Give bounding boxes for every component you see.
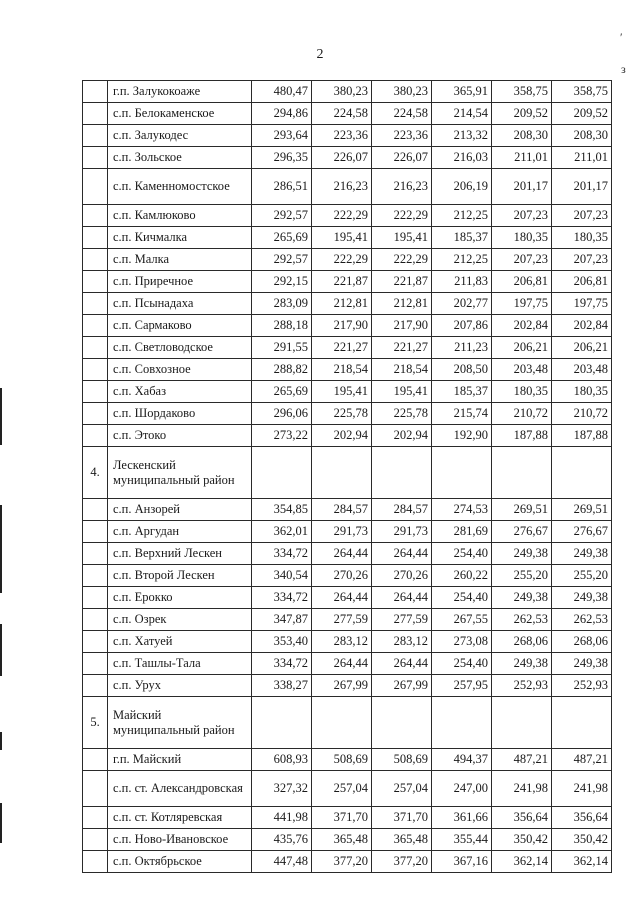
row-number-cell: 4. xyxy=(83,447,108,499)
value-cell: 223,36 xyxy=(312,125,372,147)
settlement-name-cell: с.п. Ташлы-Тала xyxy=(108,653,252,675)
value-cell: 361,66 xyxy=(432,807,492,829)
scan-edge-line xyxy=(0,732,2,750)
value-cell: 252,93 xyxy=(552,675,612,697)
value-cell: 224,58 xyxy=(372,103,432,125)
value-cell: 296,35 xyxy=(252,147,312,169)
settlement-name-cell: с.п. Аргудан xyxy=(108,521,252,543)
row-number-cell xyxy=(83,653,108,675)
row-number-cell xyxy=(83,565,108,587)
value-cell: 195,41 xyxy=(372,227,432,249)
value-cell: 209,52 xyxy=(492,103,552,125)
value-cell xyxy=(552,447,612,499)
settlement-name-cell: с.п. Залукодес xyxy=(108,125,252,147)
value-cell: 202,84 xyxy=(492,315,552,337)
row-number-cell xyxy=(83,381,108,403)
row-number-cell xyxy=(83,499,108,521)
value-cell: 269,51 xyxy=(492,499,552,521)
value-cell: 225,78 xyxy=(372,403,432,425)
table-row xyxy=(83,205,612,227)
value-cell: 508,69 xyxy=(312,749,372,771)
value-cell: 195,41 xyxy=(372,381,432,403)
value-cell: 296,06 xyxy=(252,403,312,425)
value-cell: 270,26 xyxy=(372,565,432,587)
value-cell: 508,69 xyxy=(372,749,432,771)
value-cell: 195,41 xyxy=(312,227,372,249)
table-row xyxy=(83,403,612,425)
scan-edge-line xyxy=(0,388,2,445)
row-number-cell xyxy=(83,521,108,543)
settlement-name-cell: с.п. Сармаково xyxy=(108,315,252,337)
row-number-cell xyxy=(83,403,108,425)
row-number-cell xyxy=(83,81,108,103)
value-cell: 291,73 xyxy=(372,521,432,543)
value-cell: 292,57 xyxy=(252,205,312,227)
value-cell: 222,29 xyxy=(372,249,432,271)
value-cell: 291,73 xyxy=(312,521,372,543)
value-cell: 608,93 xyxy=(252,749,312,771)
value-cell: 208,30 xyxy=(492,125,552,147)
value-cell: 221,27 xyxy=(372,337,432,359)
table-body xyxy=(83,81,612,873)
value-cell: 202,94 xyxy=(312,425,372,447)
value-cell: 294,86 xyxy=(252,103,312,125)
value-cell: 288,82 xyxy=(252,359,312,381)
settlement-name-cell: с.п. Белокаменское xyxy=(108,103,252,125)
value-cell: 367,16 xyxy=(432,851,492,873)
value-cell: 252,93 xyxy=(492,675,552,697)
value-cell: 447,48 xyxy=(252,851,312,873)
value-cell: 358,75 xyxy=(492,81,552,103)
value-cell: 494,37 xyxy=(432,749,492,771)
value-cell: 377,20 xyxy=(372,851,432,873)
value-cell: 487,21 xyxy=(492,749,552,771)
value-cell: 268,06 xyxy=(552,631,612,653)
value-cell: 380,23 xyxy=(312,81,372,103)
value-cell: 283,12 xyxy=(372,631,432,653)
row-number-cell xyxy=(83,271,108,293)
table-row xyxy=(83,359,612,381)
row-number-cell xyxy=(83,125,108,147)
value-cell: 214,54 xyxy=(432,103,492,125)
table-row xyxy=(83,381,612,403)
table-row xyxy=(83,675,612,697)
value-cell: 217,90 xyxy=(312,315,372,337)
value-cell: 202,77 xyxy=(432,293,492,315)
settlement-name-cell: с.п. Камлюково xyxy=(108,205,252,227)
value-cell: 249,38 xyxy=(552,587,612,609)
value-cell: 221,27 xyxy=(312,337,372,359)
settlement-name-cell: с.п. Верхний Лескен xyxy=(108,543,252,565)
value-cell: 211,01 xyxy=(492,147,552,169)
value-cell: 213,32 xyxy=(432,125,492,147)
value-cell: 249,38 xyxy=(552,653,612,675)
value-cell: 355,44 xyxy=(432,829,492,851)
value-cell: 276,67 xyxy=(552,521,612,543)
table-row xyxy=(83,249,612,271)
value-cell: 221,87 xyxy=(312,271,372,293)
value-cell: 292,15 xyxy=(252,271,312,293)
value-cell: 255,20 xyxy=(492,565,552,587)
row-number-cell xyxy=(83,807,108,829)
settlement-name-cell: с.п. Кичмалка xyxy=(108,227,252,249)
value-cell: 211,83 xyxy=(432,271,492,293)
value-cell: 247,00 xyxy=(432,771,492,807)
table-row xyxy=(83,147,612,169)
table-row xyxy=(83,851,612,873)
value-cell: 223,36 xyxy=(372,125,432,147)
row-number-cell xyxy=(83,359,108,381)
value-cell: 334,72 xyxy=(252,543,312,565)
value-cell: 365,48 xyxy=(312,829,372,851)
value-cell: 201,17 xyxy=(492,169,552,205)
value-cell: 362,01 xyxy=(252,521,312,543)
value-cell: 197,75 xyxy=(552,293,612,315)
settlement-name-cell: Майский муниципальный район xyxy=(108,697,252,749)
value-cell: 202,84 xyxy=(552,315,612,337)
value-cell: 265,69 xyxy=(252,227,312,249)
value-cell xyxy=(252,697,312,749)
table-row xyxy=(83,447,612,499)
table-row xyxy=(83,829,612,851)
value-cell: 257,04 xyxy=(372,771,432,807)
value-cell: 260,22 xyxy=(432,565,492,587)
table-row xyxy=(83,521,612,543)
table-row xyxy=(83,749,612,771)
settlement-name-cell: с.п. Совхозное xyxy=(108,359,252,381)
value-cell: 334,72 xyxy=(252,653,312,675)
value-cell: 435,76 xyxy=(252,829,312,851)
value-cell: 284,57 xyxy=(372,499,432,521)
value-cell: 218,54 xyxy=(312,359,372,381)
value-cell: 277,59 xyxy=(312,609,372,631)
value-cell: 283,09 xyxy=(252,293,312,315)
settlement-name-cell: г.п. Залукокоаже xyxy=(108,81,252,103)
settlement-name-cell: с.п. Озрек xyxy=(108,609,252,631)
value-cell: 371,70 xyxy=(372,807,432,829)
value-cell: 180,35 xyxy=(492,227,552,249)
value-cell: 207,23 xyxy=(492,249,552,271)
value-cell: 353,40 xyxy=(252,631,312,653)
value-cell: 249,38 xyxy=(492,587,552,609)
value-cell: 265,69 xyxy=(252,381,312,403)
row-number-cell xyxy=(83,147,108,169)
value-cell: 226,07 xyxy=(372,147,432,169)
settlement-name-cell: с.п. Светловодское xyxy=(108,337,252,359)
value-cell: 185,37 xyxy=(432,381,492,403)
value-cell: 356,64 xyxy=(492,807,552,829)
value-cell: 281,69 xyxy=(432,521,492,543)
value-cell: 254,40 xyxy=(432,653,492,675)
value-cell: 283,12 xyxy=(312,631,372,653)
row-number-cell xyxy=(83,227,108,249)
value-cell: 365,48 xyxy=(372,829,432,851)
settlement-name-cell: с.п. Анзорей xyxy=(108,499,252,521)
row-number-cell xyxy=(83,543,108,565)
value-cell: 210,72 xyxy=(552,403,612,425)
table-row xyxy=(83,227,612,249)
row-number-cell xyxy=(83,249,108,271)
value-cell: 216,03 xyxy=(432,147,492,169)
value-cell: 334,72 xyxy=(252,587,312,609)
table-row xyxy=(83,631,612,653)
value-cell: 197,75 xyxy=(492,293,552,315)
value-cell: 371,70 xyxy=(312,807,372,829)
table-row xyxy=(83,653,612,675)
settlement-name-cell: с.п. Псынадаха xyxy=(108,293,252,315)
value-cell: 206,21 xyxy=(552,337,612,359)
row-number-cell xyxy=(83,675,108,697)
value-cell: 207,23 xyxy=(552,205,612,227)
value-cell: 180,35 xyxy=(552,227,612,249)
value-cell: 206,21 xyxy=(492,337,552,359)
row-number-cell xyxy=(83,205,108,227)
corner-mark-mid: з xyxy=(621,62,626,76)
value-cell: 269,51 xyxy=(552,499,612,521)
settlement-name-cell: с.п. Хатуей xyxy=(108,631,252,653)
table-row xyxy=(83,103,612,125)
row-number-cell: 5. xyxy=(83,697,108,749)
value-cell: 441,98 xyxy=(252,807,312,829)
scan-edge-line xyxy=(0,505,2,593)
value-cell: 218,54 xyxy=(372,359,432,381)
value-cell: 358,75 xyxy=(552,81,612,103)
row-number-cell xyxy=(83,103,108,125)
settlement-name-cell: с.п. Малка xyxy=(108,249,252,271)
value-cell: 207,23 xyxy=(492,205,552,227)
value-cell: 226,07 xyxy=(312,147,372,169)
value-cell: 206,81 xyxy=(552,271,612,293)
settlement-name-cell: г.п. Майский xyxy=(108,749,252,771)
value-cell xyxy=(312,447,372,499)
value-cell: 208,50 xyxy=(432,359,492,381)
value-cell: 274,53 xyxy=(432,499,492,521)
value-cell: 273,22 xyxy=(252,425,312,447)
value-cell: 288,18 xyxy=(252,315,312,337)
value-cell: 292,57 xyxy=(252,249,312,271)
value-cell: 203,48 xyxy=(492,359,552,381)
table-row xyxy=(83,169,612,205)
value-cell xyxy=(552,697,612,749)
value-cell: 209,52 xyxy=(552,103,612,125)
value-cell: 338,27 xyxy=(252,675,312,697)
table-row xyxy=(83,337,612,359)
value-cell: 284,57 xyxy=(312,499,372,521)
value-cell: 195,41 xyxy=(312,381,372,403)
value-cell: 293,64 xyxy=(252,125,312,147)
value-cell: 206,19 xyxy=(432,169,492,205)
table-row xyxy=(83,81,612,103)
value-cell xyxy=(432,697,492,749)
value-cell: 273,08 xyxy=(432,631,492,653)
value-cell: 356,64 xyxy=(552,807,612,829)
table-row xyxy=(83,425,612,447)
value-cell: 354,85 xyxy=(252,499,312,521)
settlement-name-cell: с.п. Каменномостское xyxy=(108,169,252,205)
value-cell: 350,42 xyxy=(552,829,612,851)
settlement-name-cell: с.п. Приречное xyxy=(108,271,252,293)
value-cell: 267,55 xyxy=(432,609,492,631)
table-row xyxy=(83,293,612,315)
value-cell: 222,29 xyxy=(372,205,432,227)
value-cell: 276,67 xyxy=(492,521,552,543)
value-cell: 211,23 xyxy=(432,337,492,359)
value-cell: 264,44 xyxy=(372,587,432,609)
value-cell: 225,78 xyxy=(312,403,372,425)
settlement-name-cell: с.п. Ново-Ивановское xyxy=(108,829,252,851)
value-cell: 362,14 xyxy=(552,851,612,873)
settlement-name-cell: с.п. Этоко xyxy=(108,425,252,447)
value-cell: 217,90 xyxy=(372,315,432,337)
row-number-cell xyxy=(83,609,108,631)
value-cell: 212,25 xyxy=(432,249,492,271)
value-cell: 255,20 xyxy=(552,565,612,587)
settlement-name-cell: с.п. Зольское xyxy=(108,147,252,169)
value-cell xyxy=(492,697,552,749)
value-cell xyxy=(492,447,552,499)
value-cell xyxy=(312,697,372,749)
value-cell: 203,48 xyxy=(552,359,612,381)
settlement-name-cell: с.п. Второй Лескен xyxy=(108,565,252,587)
value-cell: 221,87 xyxy=(372,271,432,293)
settlement-name-cell: Лескенский муниципальный район xyxy=(108,447,252,499)
table-row xyxy=(83,771,612,807)
row-number-cell xyxy=(83,169,108,205)
value-cell: 380,23 xyxy=(372,81,432,103)
value-cell: 202,94 xyxy=(372,425,432,447)
tariff-table xyxy=(82,80,612,873)
value-cell: 262,53 xyxy=(492,609,552,631)
value-cell: 291,55 xyxy=(252,337,312,359)
value-cell xyxy=(432,447,492,499)
value-cell: 264,44 xyxy=(372,653,432,675)
row-number-cell xyxy=(83,293,108,315)
value-cell: 365,91 xyxy=(432,81,492,103)
table-row xyxy=(83,499,612,521)
table-row xyxy=(83,565,612,587)
settlement-name-cell: с.п. Октябрьское xyxy=(108,851,252,873)
value-cell: 207,23 xyxy=(552,249,612,271)
value-cell: 377,20 xyxy=(312,851,372,873)
value-cell: 254,40 xyxy=(432,543,492,565)
page-number: 2 xyxy=(316,47,324,62)
value-cell: 327,32 xyxy=(252,771,312,807)
row-number-cell xyxy=(83,829,108,851)
settlement-name-cell: с.п. ст. Александровская xyxy=(108,771,252,807)
value-cell: 180,35 xyxy=(492,381,552,403)
value-cell: 187,88 xyxy=(492,425,552,447)
value-cell: 201,17 xyxy=(552,169,612,205)
value-cell: 222,29 xyxy=(312,205,372,227)
table-row xyxy=(83,587,612,609)
value-cell: 249,38 xyxy=(492,653,552,675)
value-cell: 264,44 xyxy=(372,543,432,565)
value-cell: 347,87 xyxy=(252,609,312,631)
row-number-cell xyxy=(83,315,108,337)
value-cell: 340,54 xyxy=(252,565,312,587)
row-number-cell xyxy=(83,587,108,609)
value-cell: 254,40 xyxy=(432,587,492,609)
row-number-cell xyxy=(83,337,108,359)
value-cell: 267,99 xyxy=(372,675,432,697)
value-cell: 212,25 xyxy=(432,205,492,227)
value-cell: 185,37 xyxy=(432,227,492,249)
settlement-name-cell: с.п. Урух xyxy=(108,675,252,697)
table-row xyxy=(83,315,612,337)
value-cell: 192,90 xyxy=(432,425,492,447)
value-cell: 222,29 xyxy=(312,249,372,271)
value-cell: 270,26 xyxy=(312,565,372,587)
settlement-name-cell: с.п. ст. Котляревская xyxy=(108,807,252,829)
row-number-cell xyxy=(83,749,108,771)
row-number-cell xyxy=(83,851,108,873)
value-cell: 487,21 xyxy=(552,749,612,771)
value-cell: 286,51 xyxy=(252,169,312,205)
value-cell: 262,53 xyxy=(552,609,612,631)
value-cell: 249,38 xyxy=(552,543,612,565)
value-cell: 257,04 xyxy=(312,771,372,807)
row-number-cell xyxy=(83,771,108,807)
value-cell: 268,06 xyxy=(492,631,552,653)
value-cell: 212,81 xyxy=(312,293,372,315)
scan-edge-line xyxy=(0,624,2,676)
value-cell: 241,98 xyxy=(492,771,552,807)
value-cell: 208,30 xyxy=(552,125,612,147)
table-row xyxy=(83,807,612,829)
table-row xyxy=(83,271,612,293)
value-cell: 241,98 xyxy=(552,771,612,807)
value-cell: 180,35 xyxy=(552,381,612,403)
value-cell: 215,74 xyxy=(432,403,492,425)
corner-mark-top: ′ xyxy=(620,30,623,44)
settlement-name-cell: с.п. Ерокко xyxy=(108,587,252,609)
value-cell: 210,72 xyxy=(492,403,552,425)
table-row xyxy=(83,125,612,147)
table-row xyxy=(83,697,612,749)
value-cell: 257,95 xyxy=(432,675,492,697)
row-number-cell xyxy=(83,425,108,447)
value-cell: 480,47 xyxy=(252,81,312,103)
value-cell: 249,38 xyxy=(492,543,552,565)
value-cell: 207,86 xyxy=(432,315,492,337)
scan-edge-line xyxy=(0,803,2,843)
table-row xyxy=(83,609,612,631)
settlement-name-cell: с.п. Хабаз xyxy=(108,381,252,403)
value-cell: 277,59 xyxy=(372,609,432,631)
value-cell: 216,23 xyxy=(312,169,372,205)
table-row xyxy=(83,543,612,565)
value-cell: 264,44 xyxy=(312,653,372,675)
value-cell: 224,58 xyxy=(312,103,372,125)
value-cell: 264,44 xyxy=(312,587,372,609)
value-cell xyxy=(372,697,432,749)
value-cell xyxy=(372,447,432,499)
value-cell: 211,01 xyxy=(552,147,612,169)
value-cell: 212,81 xyxy=(372,293,432,315)
settlement-name-cell: с.п. Шордаково xyxy=(108,403,252,425)
value-cell: 362,14 xyxy=(492,851,552,873)
value-cell: 187,88 xyxy=(552,425,612,447)
value-cell: 267,99 xyxy=(312,675,372,697)
value-cell xyxy=(252,447,312,499)
value-cell: 206,81 xyxy=(492,271,552,293)
value-cell: 350,42 xyxy=(492,829,552,851)
value-cell: 216,23 xyxy=(372,169,432,205)
value-cell: 264,44 xyxy=(312,543,372,565)
row-number-cell xyxy=(83,631,108,653)
